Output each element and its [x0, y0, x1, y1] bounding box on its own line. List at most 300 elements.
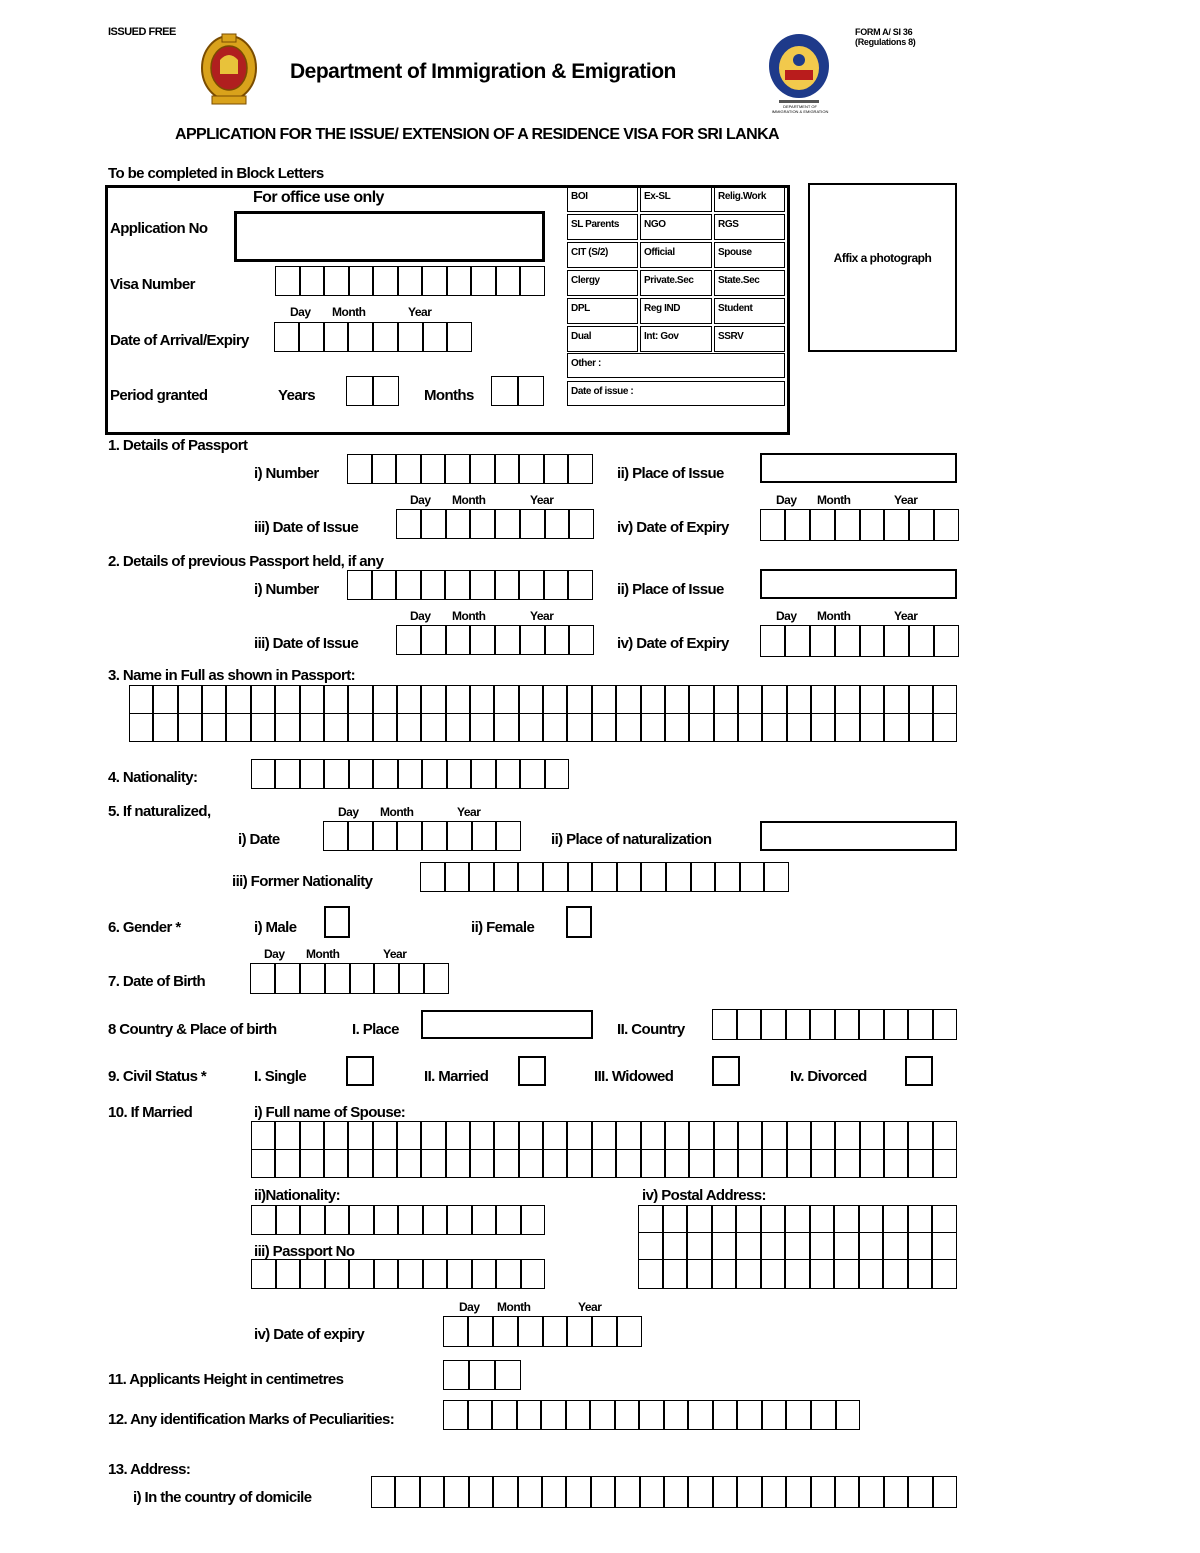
- character-cell[interactable]: [495, 1122, 519, 1149]
- character-cell[interactable]: [787, 1401, 812, 1429]
- character-cell[interactable]: [569, 455, 592, 483]
- character-cell[interactable]: [325, 714, 349, 741]
- character-cell[interactable]: [836, 1122, 860, 1149]
- character-cell[interactable]: [203, 686, 227, 713]
- character-cell[interactable]: [444, 1317, 469, 1346]
- character-cell[interactable]: [374, 714, 398, 741]
- character-cell[interactable]: [252, 714, 276, 741]
- character-cell[interactable]: [448, 1206, 473, 1234]
- character-cell[interactable]: [399, 1206, 424, 1234]
- character-cell[interactable]: [520, 571, 545, 599]
- character-cell[interactable]: [497, 1206, 522, 1234]
- character-cell[interactable]: [934, 1477, 956, 1507]
- character-cell[interactable]: [252, 1122, 276, 1149]
- character-cell[interactable]: [520, 1150, 544, 1177]
- visa-category-tag[interactable]: CIT (S/2): [567, 242, 638, 268]
- character-cell[interactable]: [593, 1150, 617, 1177]
- character-cell[interactable]: [203, 714, 227, 741]
- character-cell[interactable]: [444, 1401, 469, 1429]
- character-cell[interactable]: [473, 822, 498, 850]
- character-cell[interactable]: [763, 1477, 787, 1507]
- character-cell[interactable]: [593, 1122, 617, 1149]
- character-cell[interactable]: [641, 1477, 665, 1507]
- character-cell[interactable]: [836, 510, 861, 540]
- character-cell[interactable]: [277, 1206, 302, 1234]
- character-cell[interactable]: [423, 267, 448, 295]
- character-cell[interactable]: [398, 686, 422, 713]
- character-cell[interactable]: [713, 1260, 738, 1288]
- character-cell[interactable]: [519, 1317, 544, 1346]
- character-cell[interactable]: [471, 626, 496, 654]
- character-cell[interactable]: [398, 1150, 422, 1177]
- character-cell[interactable]: [422, 510, 447, 538]
- character-cell[interactable]: [690, 1150, 714, 1177]
- character-cell[interactable]: [326, 964, 351, 993]
- s1-place-field[interactable]: [760, 453, 957, 483]
- character-cell[interactable]: [349, 686, 373, 713]
- character-cell[interactable]: [639, 1260, 664, 1288]
- character-cell[interactable]: [885, 1122, 909, 1149]
- character-cell[interactable]: [910, 714, 934, 741]
- character-cell[interactable]: [496, 1361, 520, 1389]
- character-cell[interactable]: [787, 1477, 811, 1507]
- character-cell[interactable]: [786, 1233, 811, 1259]
- character-cell[interactable]: [741, 863, 766, 891]
- character-cell[interactable]: [444, 1361, 470, 1389]
- character-cell[interactable]: [835, 1233, 860, 1259]
- character-cell[interactable]: [396, 1477, 420, 1507]
- character-cell[interactable]: [714, 1401, 739, 1429]
- character-cell[interactable]: [664, 1206, 689, 1232]
- character-cell[interactable]: [447, 686, 471, 713]
- s2-place-field[interactable]: [760, 569, 957, 599]
- character-cell[interactable]: [400, 964, 425, 993]
- character-cell[interactable]: [374, 822, 399, 850]
- character-cell[interactable]: [493, 1401, 518, 1429]
- character-cell[interactable]: [617, 1122, 641, 1149]
- character-cell[interactable]: [593, 686, 617, 713]
- character-cell[interactable]: [227, 714, 251, 741]
- character-cell[interactable]: [348, 455, 373, 483]
- character-cell[interactable]: [737, 1260, 762, 1288]
- character-cell[interactable]: [664, 1233, 689, 1259]
- period-years-boxes[interactable]: [346, 376, 399, 406]
- character-cell[interactable]: [715, 714, 739, 741]
- visa-category-tag[interactable]: BOI: [567, 186, 638, 212]
- character-cell[interactable]: [448, 267, 473, 295]
- character-cell[interactable]: [738, 1010, 763, 1039]
- visa-category-tag[interactable]: RGS: [714, 214, 785, 240]
- character-cell[interactable]: [910, 510, 935, 540]
- character-cell[interactable]: [884, 1260, 909, 1288]
- character-cell[interactable]: [301, 267, 326, 295]
- character-cell[interactable]: [276, 964, 301, 993]
- birth-country-boxes[interactable]: [712, 1009, 957, 1040]
- character-cell[interactable]: [690, 686, 714, 713]
- character-cell[interactable]: [447, 1150, 471, 1177]
- character-cell[interactable]: [688, 1260, 713, 1288]
- visa-category-tag[interactable]: DPL: [567, 298, 638, 324]
- character-cell[interactable]: [836, 686, 860, 713]
- character-cell[interactable]: [763, 1122, 787, 1149]
- domicile-address-boxes[interactable]: [371, 1476, 957, 1508]
- character-cell[interactable]: [325, 1122, 349, 1149]
- character-cell[interactable]: [860, 1206, 885, 1232]
- visa-category-tag[interactable]: Student: [714, 298, 785, 324]
- character-cell[interactable]: [666, 714, 690, 741]
- character-cell[interactable]: [347, 377, 374, 405]
- character-cell[interactable]: [301, 1260, 326, 1288]
- visa-category-tag[interactable]: Reg IND: [640, 298, 712, 324]
- character-cell[interactable]: [422, 686, 446, 713]
- character-cell[interactable]: [130, 686, 154, 713]
- character-cell[interactable]: [786, 626, 811, 656]
- character-cell[interactable]: [397, 510, 422, 538]
- identification-marks-boxes[interactable]: [443, 1400, 860, 1430]
- character-cell[interactable]: [544, 863, 569, 891]
- character-cell[interactable]: [666, 1150, 690, 1177]
- character-cell[interactable]: [179, 686, 203, 713]
- character-cell[interactable]: [373, 571, 398, 599]
- character-cell[interactable]: [788, 686, 812, 713]
- character-cell[interactable]: [568, 1122, 592, 1149]
- date-of-birth-boxes[interactable]: [250, 963, 449, 994]
- character-cell[interactable]: [325, 686, 349, 713]
- character-cell[interactable]: [496, 626, 521, 654]
- character-cell[interactable]: [567, 1401, 592, 1429]
- character-cell[interactable]: [568, 714, 592, 741]
- character-cell[interactable]: [154, 686, 178, 713]
- character-cell[interactable]: [424, 1206, 449, 1234]
- character-cell[interactable]: [714, 1477, 738, 1507]
- character-cell[interactable]: [422, 571, 447, 599]
- character-cell[interactable]: [739, 1122, 763, 1149]
- character-cell[interactable]: [154, 714, 178, 741]
- character-cell[interactable]: [251, 964, 276, 993]
- character-cell[interactable]: [349, 822, 374, 850]
- widowed-checkbox[interactable]: [712, 1056, 740, 1086]
- character-cell[interactable]: [349, 1150, 373, 1177]
- character-cell[interactable]: [448, 822, 473, 850]
- character-cell[interactable]: [665, 1477, 689, 1507]
- character-cell[interactable]: [861, 510, 886, 540]
- spouse-passport-boxes[interactable]: [251, 1259, 545, 1289]
- character-cell[interactable]: [325, 323, 350, 351]
- character-cell[interactable]: [544, 1317, 569, 1346]
- character-cell[interactable]: [812, 1401, 837, 1429]
- character-cell[interactable]: [568, 1150, 592, 1177]
- naturalization-place-field[interactable]: [760, 821, 957, 851]
- character-cell[interactable]: [884, 1206, 909, 1232]
- visa-category-tag[interactable]: Clergy: [567, 270, 638, 296]
- character-cell[interactable]: [276, 760, 300, 788]
- character-cell[interactable]: [761, 626, 786, 656]
- character-cell[interactable]: [860, 1260, 885, 1288]
- character-cell[interactable]: [568, 686, 592, 713]
- character-cell[interactable]: [374, 1122, 398, 1149]
- visa-number-boxes[interactable]: [275, 266, 545, 296]
- character-cell[interactable]: [496, 510, 521, 538]
- character-cell[interactable]: [399, 267, 424, 295]
- character-cell[interactable]: [935, 510, 958, 540]
- character-cell[interactable]: [422, 1150, 446, 1177]
- character-cell[interactable]: [521, 626, 546, 654]
- other-category-field[interactable]: Other :: [567, 353, 785, 378]
- character-cell[interactable]: [836, 1010, 861, 1039]
- visa-category-tag[interactable]: Dual: [567, 326, 638, 352]
- former-nationality-boxes[interactable]: [420, 862, 789, 892]
- character-cell[interactable]: [471, 510, 496, 538]
- character-cell[interactable]: [934, 686, 956, 713]
- date-of-issue-field[interactable]: Date of issue :: [567, 381, 785, 406]
- character-cell[interactable]: [252, 760, 276, 788]
- character-cell[interactable]: [763, 714, 787, 741]
- character-cell[interactable]: [934, 1122, 956, 1149]
- character-cell[interactable]: [593, 714, 617, 741]
- full-name-row-2[interactable]: [129, 713, 957, 742]
- visa-category-tag[interactable]: Private.Sec: [640, 270, 712, 296]
- character-cell[interactable]: [422, 714, 446, 741]
- character-cell[interactable]: [446, 455, 471, 483]
- character-cell[interactable]: [788, 1122, 812, 1149]
- postal-address-row-3[interactable]: [638, 1259, 957, 1289]
- character-cell[interactable]: [762, 1010, 787, 1039]
- character-cell[interactable]: [375, 1260, 400, 1288]
- character-cell[interactable]: [763, 686, 787, 713]
- character-cell[interactable]: [398, 1122, 422, 1149]
- character-cell[interactable]: [448, 323, 471, 351]
- height-boxes[interactable]: [443, 1360, 521, 1390]
- character-cell[interactable]: [617, 1150, 641, 1177]
- character-cell[interactable]: [544, 1122, 568, 1149]
- s2-number-boxes[interactable]: [347, 570, 593, 600]
- character-cell[interactable]: [639, 1233, 664, 1259]
- character-cell[interactable]: [543, 1477, 567, 1507]
- character-cell[interactable]: [763, 1401, 788, 1429]
- character-cell[interactable]: [860, 1010, 885, 1039]
- character-cell[interactable]: [301, 1150, 325, 1177]
- character-cell[interactable]: [665, 1401, 690, 1429]
- character-cell[interactable]: [252, 1150, 276, 1177]
- period-months-boxes[interactable]: [491, 376, 544, 406]
- character-cell[interactable]: [422, 455, 447, 483]
- character-cell[interactable]: [471, 686, 495, 713]
- character-cell[interactable]: [786, 510, 811, 540]
- character-cell[interactable]: [252, 1260, 277, 1288]
- character-cell[interactable]: [788, 714, 812, 741]
- character-cell[interactable]: [348, 571, 373, 599]
- character-cell[interactable]: [860, 1477, 884, 1507]
- character-cell[interactable]: [398, 822, 423, 850]
- character-cell[interactable]: [495, 714, 519, 741]
- character-cell[interactable]: [640, 1401, 665, 1429]
- character-cell[interactable]: [642, 1122, 666, 1149]
- character-cell[interactable]: [762, 1206, 787, 1232]
- character-cell[interactable]: [885, 510, 910, 540]
- character-cell[interactable]: [519, 1477, 543, 1507]
- character-cell[interactable]: [812, 1122, 836, 1149]
- character-cell[interactable]: [522, 1206, 545, 1234]
- character-cell[interactable]: [788, 1150, 812, 1177]
- character-cell[interactable]: [812, 686, 836, 713]
- character-cell[interactable]: [786, 1260, 811, 1288]
- character-cell[interactable]: [837, 1401, 860, 1429]
- character-cell[interactable]: [301, 964, 326, 993]
- character-cell[interactable]: [910, 686, 934, 713]
- character-cell[interactable]: [787, 1010, 812, 1039]
- character-cell[interactable]: [910, 626, 935, 656]
- character-cell[interactable]: [885, 1150, 909, 1177]
- character-cell[interactable]: [448, 760, 472, 788]
- character-cell[interactable]: [301, 686, 325, 713]
- character-cell[interactable]: [472, 760, 496, 788]
- character-cell[interactable]: [325, 1150, 349, 1177]
- character-cell[interactable]: [494, 1317, 519, 1346]
- visa-category-tag[interactable]: Relig.Work: [714, 186, 785, 212]
- character-cell[interactable]: [885, 686, 909, 713]
- character-cell[interactable]: [934, 1010, 957, 1039]
- character-cell[interactable]: [375, 964, 400, 993]
- character-cell[interactable]: [642, 1150, 666, 1177]
- character-cell[interactable]: [301, 1206, 326, 1234]
- character-cell[interactable]: [715, 1150, 739, 1177]
- character-cell[interactable]: [761, 510, 786, 540]
- birth-place-field[interactable]: [421, 1010, 593, 1039]
- character-cell[interactable]: [252, 1206, 277, 1234]
- character-cell[interactable]: [762, 1233, 787, 1259]
- character-cell[interactable]: [909, 1010, 934, 1039]
- character-cell[interactable]: [569, 571, 592, 599]
- character-cell[interactable]: [374, 686, 398, 713]
- character-cell[interactable]: [421, 863, 446, 891]
- character-cell[interactable]: [374, 1150, 398, 1177]
- visa-category-tag[interactable]: Ex-SL: [640, 186, 712, 212]
- character-cell[interactable]: [934, 714, 956, 741]
- character-cell[interactable]: [277, 1260, 302, 1288]
- character-cell[interactable]: [713, 1010, 738, 1039]
- character-cell[interactable]: [325, 267, 350, 295]
- character-cell[interactable]: [933, 1260, 956, 1288]
- character-cell[interactable]: [861, 626, 886, 656]
- character-cell[interactable]: [716, 863, 741, 891]
- character-cell[interactable]: [497, 822, 520, 850]
- character-cell[interactable]: [812, 1477, 836, 1507]
- postal-address-row-2[interactable]: [638, 1232, 957, 1260]
- character-cell[interactable]: [519, 863, 544, 891]
- male-checkbox[interactable]: [324, 906, 350, 938]
- character-cell[interactable]: [421, 1477, 445, 1507]
- character-cell[interactable]: [715, 1122, 739, 1149]
- spouse-name-row-1[interactable]: [251, 1121, 957, 1150]
- character-cell[interactable]: [861, 1150, 885, 1177]
- character-cell[interactable]: [375, 1206, 400, 1234]
- character-cell[interactable]: [495, 686, 519, 713]
- character-cell[interactable]: [738, 1401, 763, 1429]
- s2-date-issue-boxes[interactable]: [396, 625, 594, 655]
- character-cell[interactable]: [765, 863, 788, 891]
- application-no-field[interactable]: [234, 211, 545, 262]
- character-cell[interactable]: [276, 714, 300, 741]
- character-cell[interactable]: [738, 1477, 762, 1507]
- character-cell[interactable]: [545, 455, 570, 483]
- character-cell[interactable]: [397, 626, 422, 654]
- character-cell[interactable]: [642, 686, 666, 713]
- character-cell[interactable]: [544, 714, 568, 741]
- character-cell[interactable]: [469, 1317, 494, 1346]
- character-cell[interactable]: [642, 714, 666, 741]
- character-cell[interactable]: [688, 1206, 713, 1232]
- character-cell[interactable]: [521, 510, 546, 538]
- character-cell[interactable]: [567, 1477, 591, 1507]
- photograph-box[interactable]: [808, 183, 957, 352]
- character-cell[interactable]: [520, 1122, 544, 1149]
- character-cell[interactable]: [351, 964, 376, 993]
- character-cell[interactable]: [446, 863, 471, 891]
- character-cell[interactable]: [496, 455, 521, 483]
- character-cell[interactable]: [349, 323, 374, 351]
- character-cell[interactable]: [350, 1260, 375, 1288]
- visa-category-tag[interactable]: Official: [640, 242, 712, 268]
- character-cell[interactable]: [521, 267, 544, 295]
- character-cell[interactable]: [472, 267, 497, 295]
- s1-date-issue-boxes[interactable]: [396, 509, 594, 539]
- character-cell[interactable]: [617, 714, 641, 741]
- character-cell[interactable]: [399, 323, 424, 351]
- character-cell[interactable]: [326, 1206, 351, 1234]
- single-checkbox[interactable]: [346, 1056, 374, 1086]
- character-cell[interactable]: [933, 1233, 956, 1259]
- character-cell[interactable]: [227, 686, 251, 713]
- character-cell[interactable]: [398, 714, 422, 741]
- character-cell[interactable]: [521, 760, 545, 788]
- character-cell[interactable]: [471, 1150, 495, 1177]
- character-cell[interactable]: [423, 822, 448, 850]
- character-cell[interactable]: [130, 714, 154, 741]
- character-cell[interactable]: [374, 377, 399, 405]
- character-cell[interactable]: [642, 863, 667, 891]
- character-cell[interactable]: [811, 626, 836, 656]
- character-cell[interactable]: [909, 1150, 933, 1177]
- character-cell[interactable]: [570, 510, 593, 538]
- married-checkbox[interactable]: [518, 1056, 546, 1086]
- character-cell[interactable]: [424, 1260, 449, 1288]
- character-cell[interactable]: [497, 760, 521, 788]
- character-cell[interactable]: [399, 1260, 424, 1288]
- character-cell[interactable]: [593, 863, 618, 891]
- spouse-nationality-boxes[interactable]: [251, 1205, 545, 1235]
- character-cell[interactable]: [861, 686, 885, 713]
- character-cell[interactable]: [763, 1150, 787, 1177]
- character-cell[interactable]: [448, 1260, 473, 1288]
- character-cell[interactable]: [492, 377, 519, 405]
- character-cell[interactable]: [836, 626, 861, 656]
- character-cell[interactable]: [495, 1150, 519, 1177]
- visa-category-tag[interactable]: NGO: [640, 214, 712, 240]
- character-cell[interactable]: [909, 1122, 933, 1149]
- character-cell[interactable]: [762, 1260, 787, 1288]
- postal-address-row-1[interactable]: [638, 1205, 957, 1233]
- character-cell[interactable]: [374, 323, 399, 351]
- character-cell[interactable]: [422, 1122, 446, 1149]
- character-cell[interactable]: [592, 1477, 616, 1507]
- character-cell[interactable]: [835, 1260, 860, 1288]
- character-cell[interactable]: [739, 686, 763, 713]
- character-cell[interactable]: [252, 686, 276, 713]
- spouse-name-row-2[interactable]: [251, 1149, 957, 1178]
- character-cell[interactable]: [811, 510, 836, 540]
- character-cell[interactable]: [861, 1122, 885, 1149]
- character-cell[interactable]: [811, 1206, 836, 1232]
